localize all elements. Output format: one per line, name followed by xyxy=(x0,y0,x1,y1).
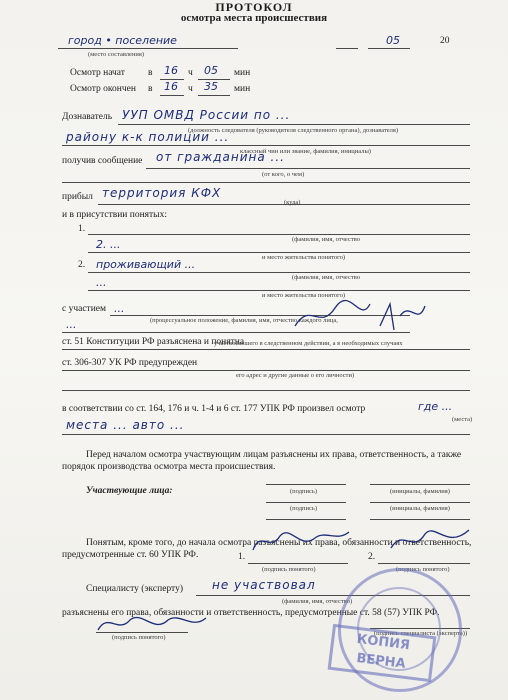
witness-rights-text1: Понятым, кроме того, до начала осмотра разъяснены их права, обязанности и ответственность, xyxy=(86,538,472,548)
signature-scribble xyxy=(290,296,430,336)
start-hour: 16 xyxy=(164,64,178,77)
start-min: 05 xyxy=(204,64,218,77)
investigator-value2: району к-к полиции ... xyxy=(66,130,230,144)
witness-rights-text2: предусмотренные ст. 60 УПК РФ. xyxy=(62,550,199,560)
participants-label: Участвующие лица: xyxy=(86,486,173,496)
place-caption: (место составления) xyxy=(88,51,145,58)
signature-witness-1 xyxy=(245,520,355,560)
start-label: Осмотр начат xyxy=(70,68,125,78)
participation-label: с участием xyxy=(62,304,107,314)
end-label: Осмотр окончен xyxy=(70,84,136,94)
footer-caption: (подпись понятого) xyxy=(112,634,166,641)
arrival-value: территория КФХ xyxy=(102,186,222,200)
place-value: город • поселение xyxy=(68,34,177,47)
witness1-residence: 2. ... xyxy=(96,238,121,251)
signature-witness-2 xyxy=(385,520,475,560)
end-hour: 16 xyxy=(164,80,178,93)
message-label: получив сообщение xyxy=(62,156,143,166)
end-min: 35 xyxy=(204,80,218,93)
protocol-page: ПРОТОКОЛ осмотра места происшествия город • поселение (место составления) 05 20 Осмотр начат в 16 ч 05 мин Осмотр окончен в 16 ч 35 мин Дознаватель УУП ОМВД России по ... (должность следователя (руководителя следственного органа), дознавателя) району к-к полиции ... классный чин или звание, фамилия, инициалы) получив сообщение от гражданина ... (от кого, о чем) прибыл территория КФХ (куда) и в присутствии понятых: 1. (фамилия, имя, отчество 2. ... и место жительства понятого) 2. проживающий ... (фамилия, имя, отчество ... и место жительства понятого) с участием ... (процессуальное положение, фамилия, имя, отчество каждого лица, ... ст. 51 Конституции РФ разъяснена и понятна участвовавшего в следственном действии, а в необходимых случаях ст. 306-307 УК РФ предупрежден его адрес и другие данные о его личности) в соответствии со ст. 164, 176 и ч. 1-4 и 6 ст. 177 УПК РФ произвел осмотр где ... (места) места ... авто ... Перед началом осмотра участвующим лицам разъяснены их права, ответственность, а также порядок производства осмотра места происшествия. Участвующие лица: (подпись) (инициалы, фамилия) (подпись) (инициалы, фамилия) Понятым, кроме того, до начала осмотра разъяснены их права, обязанности и ответственность, предусмотренные ст. 60 УПК РФ. 1. (подпись понятого) 2. (подпись понятого) Специалисту (эксперту) не участвовал (фамилия, имя, отчество) разъяснены его права, обязанности и ответственность, предусмотренные ст. 58 (57) УПК РФ. (подпись специалиста (эксперта)) (подпись понятого) КОПИЯ ВЕРНА xyxy=(0,0,508,700)
specialist-value: не участвовал xyxy=(212,578,316,592)
witnesses-label: и в присутствии понятых: xyxy=(62,210,167,220)
article-306: ст. 306-307 УК РФ предупрежден xyxy=(62,358,198,368)
witness2-name: проживающий ... xyxy=(96,258,196,271)
accordance-value: где ... xyxy=(418,400,453,413)
rights-text2: порядок производства осмотра места происшествия. xyxy=(62,462,276,472)
article-51: ст. 51 Конституции РФ разъяснена и понятна xyxy=(62,337,245,347)
page-title: ПРОТОКОЛ xyxy=(215,0,293,14)
copy-stamp: КОПИЯ ВЕРНА xyxy=(328,624,437,682)
date-year: 20 xyxy=(440,36,450,46)
date-month: 05 xyxy=(386,34,400,47)
specialist-text: разъяснены его права, обязанности и ответственность, предусмотренные ст. 58 (57) УПК РФ. xyxy=(62,608,440,618)
signature-footer xyxy=(92,608,212,638)
specialist-label: Специалисту (эксперту) xyxy=(86,584,183,594)
place2-value: места ... авто ... xyxy=(66,418,185,432)
accordance-text: в соответствии со ст. 164, 176 и ч. 1-4 и 6 ст. 177 УПК РФ произвел осмотр xyxy=(62,404,366,414)
page-subtitle: осмотра места происшествия xyxy=(180,12,328,24)
investigator-value: УУП ОМВД России по ... xyxy=(122,108,291,122)
rights-text1: Перед началом осмотра участвующим лицам разъяснены их права, ответственность, а также xyxy=(86,450,462,460)
witness2-residence: ... xyxy=(96,276,107,289)
arrival-label: прибыл xyxy=(62,192,93,202)
investigator-label: Дознаватель xyxy=(62,112,113,122)
message-value: от гражданина ... xyxy=(156,150,285,164)
